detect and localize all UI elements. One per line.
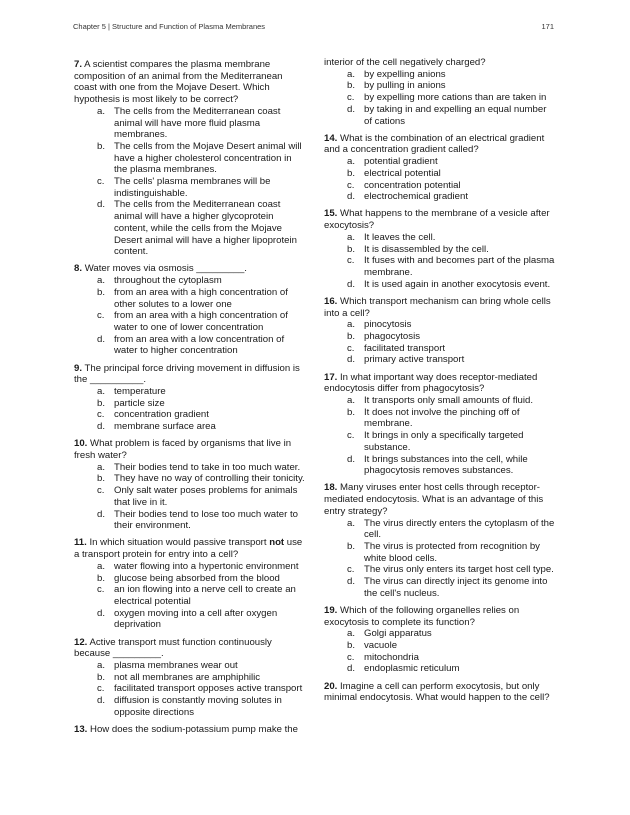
answer-option (324, 576, 556, 599)
answer-option (324, 255, 556, 278)
answer-option (74, 660, 306, 672)
answer-option (74, 287, 306, 310)
question-stem (324, 482, 556, 517)
answer-option (74, 176, 306, 199)
option-text: by expelling more cations than are taken in (364, 92, 547, 104)
option-letter: a. (97, 385, 106, 397)
option-letter: d. (97, 421, 106, 433)
option-text: The cells from the Mojave Desert animal will have a higher cholesterol concentration in the plasma membranes. (114, 140, 302, 176)
option-text: phagocytosis (364, 330, 420, 342)
question-number: 10. (74, 438, 88, 450)
question-stem (324, 681, 556, 704)
option-text: not all membranes are amphiphilic (114, 671, 261, 683)
option-text: endoplasmic reticulum (364, 663, 460, 675)
option-text: oxygen moving into a cell after oxygen deprivation (114, 607, 278, 631)
question-text: How does the sodium-potassium pump make the (90, 723, 298, 735)
option-letter: c. (347, 651, 355, 663)
option-text: They have no way of controlling their tonicity. (114, 473, 305, 485)
answer-option (324, 518, 556, 541)
answer-option (324, 331, 556, 343)
answer-option (324, 663, 556, 675)
option-letter: a. (347, 628, 356, 640)
answer-option (324, 430, 556, 453)
question-stem (324, 372, 556, 395)
answer-option (74, 106, 306, 141)
question-text: In what important way does receptor-mediated endocytosis differ from phagocytosis? (324, 371, 538, 395)
option-text: diffusion is constantly moving solutes in opposite directions (114, 695, 282, 718)
answer-option (74, 695, 306, 718)
option-text: by expelling anions (364, 68, 446, 80)
option-text: pinocytosis (364, 319, 412, 331)
question (324, 133, 556, 203)
option-text: Only salt water poses problems for animals that live in it. (114, 485, 298, 508)
option-letter: c. (97, 409, 105, 421)
question-number: 11. (74, 537, 87, 549)
answer-options (324, 156, 556, 203)
question-number: 8. (74, 263, 83, 275)
option-letter: b. (347, 243, 356, 255)
answer-option (324, 652, 556, 664)
question (74, 637, 306, 719)
option-letter: b. (347, 540, 356, 552)
option-text: Their bodies tend to take in too much water. (114, 461, 301, 473)
answer-option (324, 104, 556, 127)
option-letter: c. (347, 92, 355, 104)
answer-option (324, 407, 556, 430)
option-text: The virus directly enters the cytoplasm of the cell. (364, 517, 555, 541)
option-letter: a. (97, 275, 106, 287)
answer-options (74, 275, 306, 357)
answer-option (74, 683, 306, 695)
option-letter: d. (347, 191, 356, 203)
option-text: The virus only enters its target host cell type. (364, 564, 554, 576)
option-letter: c. (97, 584, 105, 596)
option-letter: b. (347, 640, 356, 652)
option-text: The virus is protected from recognition by white blood cells. (364, 540, 540, 564)
question-stem (324, 208, 556, 231)
question-text: Imagine a cell can perform exocytosis, but only minimal endocytosis. What would happen to the cell? (324, 680, 550, 704)
option-text: facilitated transport opposes active transport (114, 683, 303, 695)
question-number: 7. (74, 59, 83, 70)
option-text: primary active transport (364, 354, 465, 366)
question-stem (324, 296, 556, 319)
question-number: 13. (74, 723, 88, 735)
answer-option (324, 454, 556, 477)
option-text: Golgi apparatus (364, 628, 432, 640)
answer-option (74, 275, 306, 287)
option-letter: a. (97, 560, 106, 572)
question-stem (74, 637, 306, 660)
emphasis-word: not (269, 537, 285, 549)
option-letter: b. (347, 330, 356, 342)
answer-option (74, 473, 306, 485)
option-text: It transports only small amounts of fluid. (364, 394, 534, 406)
option-letter: d. (347, 576, 356, 588)
question (324, 482, 556, 599)
answer-option (74, 608, 306, 631)
option-letter: d. (97, 199, 106, 211)
option-letter: d. (347, 453, 356, 465)
answer-option (324, 640, 556, 652)
option-letter: a. (347, 394, 356, 406)
answer-option (324, 354, 556, 366)
option-letter: d. (347, 278, 356, 290)
answer-options (74, 386, 306, 433)
answer-option (324, 319, 556, 331)
answer-option (74, 485, 306, 508)
option-letter: a. (97, 461, 106, 473)
option-letter: c. (347, 255, 355, 267)
question-text: Water moves via osmosis _________. (84, 263, 247, 275)
option-letter: d. (347, 354, 356, 366)
answer-option (74, 421, 306, 433)
option-letter: c. (97, 683, 105, 695)
answer-option (74, 141, 306, 176)
question-text: A scientist compares the plasma membrane composition of an animal from the Mediterranean coast with one from the Mojave Desert. Which hypothesis is most likely to be correct? (74, 59, 283, 106)
question-text: In which situation would passive transport (89, 537, 270, 549)
option-letter: c. (347, 564, 355, 576)
answer-option (324, 541, 556, 564)
answer-option (324, 180, 556, 192)
answer-options (324, 232, 556, 291)
question (74, 59, 306, 258)
question-number: 18. (324, 482, 338, 494)
answer-option (324, 395, 556, 407)
question (74, 363, 306, 433)
question-text: Many viruses enter host cells through receptor-mediated endocytosis. What is an advantage of this entry strategy? (324, 482, 544, 517)
option-text: vacuole (364, 640, 398, 652)
option-letter: d. (97, 695, 106, 707)
answer-option (74, 509, 306, 532)
question-stem (74, 537, 306, 560)
option-text: by pulling in anions (364, 80, 446, 92)
page-number: 171 (541, 22, 554, 31)
answer-option (74, 584, 306, 607)
option-text: from an area with a high concentration of water to one of lower concentration (114, 310, 288, 333)
answer-option (74, 573, 306, 585)
option-text: It does not involve the pinching off of membrane. (364, 406, 520, 430)
answer-option (324, 80, 556, 92)
question (74, 537, 306, 631)
answer-option (74, 386, 306, 398)
question (74, 438, 306, 532)
option-letter: b. (97, 572, 106, 584)
question-text: use a transport protein for entry into a cell? (74, 537, 303, 561)
option-letter: b. (97, 397, 106, 409)
answer-option (74, 310, 306, 333)
question-stem (74, 363, 306, 386)
question-stem (324, 605, 556, 628)
question (324, 681, 556, 704)
question-number: 15. (324, 208, 338, 220)
answer-options (324, 518, 556, 600)
option-text: It brings in only a specifically targeted substance. (364, 430, 524, 453)
question-number: 17. (324, 371, 338, 383)
option-letter: d. (347, 663, 356, 675)
answer-options (324, 319, 556, 366)
option-text: water flowing into a hypertonic environment (114, 560, 299, 572)
answer-option (324, 232, 556, 244)
question-text: Which of the following organelles relies on exocytosis to complete its function? (324, 604, 520, 628)
option-text: It brings substances into the cell, while phagocytosis removes substances. (364, 453, 528, 477)
answer-option (74, 199, 306, 258)
option-text: The cells from the Mediterranean coast animal will have a higher glycoprotein content, while the cells from the Mojave Desert animal will have a higher lipoprotein content. (114, 199, 297, 258)
question (324, 296, 556, 366)
option-text: Their bodies tend to lose too much water to their environment. (114, 508, 298, 532)
question-stem (74, 59, 306, 106)
answer-option (324, 628, 556, 640)
option-text: The virus can directly inject its genome into the cell's nucleus. (364, 576, 548, 599)
option-letter: d. (97, 508, 106, 520)
option-letter: a. (97, 105, 106, 117)
question-number: 9. (74, 362, 83, 374)
question-stem (324, 133, 556, 156)
option-text: plasma membranes wear out (114, 659, 238, 671)
question-stem (74, 724, 306, 736)
question-continuation (324, 57, 556, 127)
option-text: temperature (114, 385, 166, 397)
option-letter: c. (347, 342, 355, 354)
answer-option (324, 191, 556, 203)
option-letter: b. (97, 671, 106, 683)
option-letter: b. (97, 473, 106, 485)
question-number: 20. (324, 680, 338, 692)
option-letter: d. (347, 103, 356, 115)
option-letter: c. (347, 430, 355, 442)
option-text: throughout the cytoplasm (114, 275, 222, 287)
option-text: facilitated transport (364, 342, 446, 354)
question-text: Which transport mechanism can bring whole cells into a cell? (324, 295, 551, 319)
question (74, 724, 306, 736)
option-text: particle size (114, 397, 165, 409)
answer-option (324, 168, 556, 180)
option-text: potential gradient (364, 156, 438, 168)
option-text: concentration gradient (114, 409, 209, 421)
question (324, 208, 556, 290)
option-letter: b. (347, 406, 356, 418)
answer-options (74, 462, 306, 532)
option-letter: a. (347, 231, 356, 243)
question (324, 372, 556, 477)
option-letter: c. (97, 485, 105, 497)
answer-options (324, 395, 556, 477)
option-text: electrical potential (364, 167, 441, 179)
answer-option (324, 69, 556, 81)
option-letter: c. (97, 176, 105, 188)
option-text: It leaves the cell. (364, 231, 436, 243)
option-letter: d. (97, 333, 106, 345)
option-text: by taking in and expelling an equal number of cations (364, 103, 547, 127)
option-text: The cells from the Mediterranean coast animal will have more fluid plasma membranes. (114, 105, 281, 141)
answer-option (74, 672, 306, 684)
option-text: an ion flowing into a nerve cell to create an electrical potential (114, 584, 296, 607)
option-letter: a. (347, 156, 356, 168)
option-text: membrane surface area (114, 421, 216, 433)
option-letter: b. (97, 286, 106, 298)
option-text: mitochondria (364, 651, 419, 663)
option-text: glucose being absorbed from the blood (114, 572, 280, 584)
question-number: 16. (324, 295, 338, 307)
option-letter: c. (97, 310, 105, 322)
option-text: concentration potential (364, 179, 461, 191)
answer-option (74, 409, 306, 421)
answer-option (74, 334, 306, 357)
question-stem: interior of the cell negatively charged? (324, 57, 486, 68)
question-number: 12. (74, 636, 88, 648)
option-letter: b. (347, 80, 356, 92)
answer-options (324, 69, 556, 128)
option-letter: a. (347, 517, 356, 529)
answer-option (74, 398, 306, 410)
answer-option (324, 279, 556, 291)
option-letter: a. (347, 68, 356, 80)
answer-options (74, 660, 306, 719)
option-letter: d. (97, 607, 106, 619)
option-letter: a. (97, 659, 106, 671)
option-text: from an area with a high concentration of other solutes to a lower one (114, 286, 288, 310)
question (74, 263, 306, 357)
option-text: It is used again in another exocytosis event. (364, 278, 551, 290)
question-number: 19. (324, 604, 338, 616)
answer-option (324, 244, 556, 256)
answer-option (324, 156, 556, 168)
right-column (324, 57, 556, 710)
question-text: Active transport must function continuously because _________. (74, 636, 272, 660)
question-text: The principal force driving movement in diffusion is the __________. (74, 362, 300, 386)
left-column (74, 59, 306, 741)
answer-options (324, 628, 556, 675)
question-text: What problem is faced by organisms that live in fresh water? (74, 438, 292, 461)
option-letter: c. (347, 179, 355, 191)
chapter-title: Chapter 5 | Structure and Function of Plasma Membranes (73, 22, 266, 31)
option-letter: b. (97, 140, 106, 152)
answer-option (324, 343, 556, 355)
answer-option (324, 564, 556, 576)
answer-options (74, 106, 306, 258)
answer-option (324, 92, 556, 104)
option-text: It is disassembled by the cell. (364, 243, 489, 255)
question (324, 605, 556, 675)
option-letter: b. (347, 167, 356, 179)
option-text: The cells' plasma membranes will be indistinguishable. (114, 176, 271, 199)
answer-options (74, 561, 306, 631)
question-text: What happens to the membrane of a vesicle after exocytosis? (324, 208, 550, 232)
option-text: from an area with a low concentration of water to higher concentration (114, 333, 285, 357)
question-text: What is the combination of an electrical gradient and a concentration gradient called? (324, 132, 545, 156)
answer-option (74, 561, 306, 573)
option-letter: a. (347, 319, 356, 331)
answer-option (74, 462, 306, 474)
question-number: 14. (324, 132, 338, 144)
question-stem (74, 438, 306, 461)
option-text: electrochemical gradient (364, 191, 468, 203)
option-text: It fuses with and becomes part of the plasma membrane. (364, 255, 555, 278)
question-stem (74, 263, 306, 275)
